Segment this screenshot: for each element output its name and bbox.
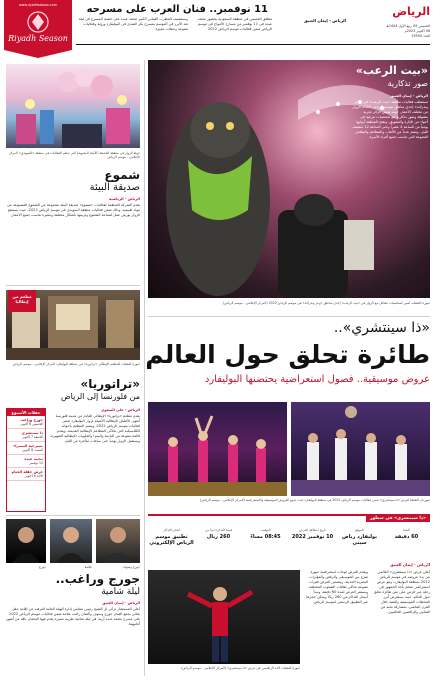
sidebar2-title: «تراتوريا» [80,377,140,391]
feature1-body: تستقطب فعاليات منطقة «بيت الرعب» في «ونتر وندرلاند» إحدى مناطق موسم الرياض 2022 الزوار من مختلف الأعمار، حيث يعيش الزائر تجربة مشوقة وصور تذكارية مع شخصيات مرعبة في أجواء من الإثارة والتشويق، وتفتح المنطقة أبوابها يومياً من الساعة 4 عصراً وحتى الساعة 12 منتصف الليل، وتضم عدداً من الألعاب والمطاعم والمقاهي المتنوعة التي تناسب جميع أفراد الأسرة. [352,100,428,139]
solo-dancer-icon [148,570,300,664]
schedule-item [7,416,45,429]
schedule-item-name: عرض حفلة الختام [11,470,43,474]
sidebar2-divider [6,515,140,516]
masthead-date-line: الخميس 09 ربيع الأول 1444هـ [386,24,430,28]
ribbon-site: www.riyadhseason.com [19,3,57,7]
masthead-issue: العدد 19594 [411,34,430,38]
masthead-kicker: الرياض - إيمان العتيق [303,18,346,23]
singers-title: جورج وراغب.. [55,572,140,586]
singer-photo-2 [50,519,92,563]
sidebar2-body: يقدم مطعم «تراتوريا» الإيطالي القادم من مدينة فلورنسا أشهى الأطباق الإيطالية الأصيلة لزوار البوليفارد ضمن فعاليات موسم الرياض 2022، ويتميز المطعم بأجوائه الكلاسيكية التي تحاكي المطاعم الإيطالية القديمة، ويقدم قائمة متنوعة من الباستا والبيتزا والحلويات الإيطالية الشهيرة، ويستقبل الزوار يومياً حتى ساعات متأخرة من الليل. [50,414,140,443]
top-story-text: ويستضيف المطرب اللبناني الكبير محمد عبده على خشبة المسرح في ليلة تعد الأبرز في الموسم بمسرح بكر الشدي في البوليفارد ورؤية وفعاليات متنوعة وحفلات مميزة [78,17,188,31]
festival-scene-icon [6,64,140,148]
main-kicker: «ذا سينتشري».. [333,320,430,336]
sidebar1-title: شموع [104,168,140,182]
singer-portrait-icon [6,519,46,563]
feature1-caption: صورة التقطت أمس لشخصيات تتفاعل مع الزوار في «بيت الرعب» إحدى مناطق «ونتر وندرلاند» في موسم الرياض 2022 (المركز الإعلامي - موسم الرياض) [222,301,430,305]
schedule-item-date: السبت 8 أكتوبر [22,448,43,452]
singer-portrait-icon-2 [50,519,92,563]
info-field [289,528,336,558]
masthead [0,0,434,58]
feature1-divider [148,316,430,317]
info-field-value: 260 ريال [206,534,231,540]
feature1-byline: الرياض - إيمان العتيق [390,94,428,98]
ribbon-brand: Riyadh Season [8,34,68,43]
schedule-box [6,408,46,512]
schedule-item-date: الخميس 6 أكتوبر [20,422,43,426]
main-body-col2: ويقدم العرض لوحات استعراضية مبهرة تمزج بين الموسيقى والرقص والمؤثرات البصرية الحديثة، ويتضمن العرض فقرات متنوعة تحاكي ثقافات الشعوب المختلفة، ويستمر العرض لمدة 60 دقيقة، وتبدأ أسعار التذاكر من 260 ريالاً ويمكن حجزها عبر التطبيق الرسمي لموسم الرياض. [306,570,368,604]
ribbon-shape-icon [2,0,74,58]
info-field [195,528,242,558]
sidebar1-subtitle: صديقة البيئة [89,182,140,193]
info-field [336,528,383,558]
feature1-title: «بيت الرعب» [355,64,428,77]
schedule-item-date: الجمعة 7 أكتوبر [22,435,43,439]
main-body-col1: أعلن عرض «ذا سينتشري» العالمي عن بدء عروضه في موسم الرياض 2022 بمنطقة البوليفارد، وهو عرض استعراضي ضخم يأخذ الجمهور في رحلة عبر الزمن على متن طائرة تحلق حول العالم، حيث يستعرض أبرز المحطات الموسيقية والفنية خلال القرن الماضي، بمشاركة نخبة من الفنانين والراقصين العالميين. [373,570,430,614]
schedule-item-name: محمد عبده [24,457,43,461]
info-field-value: تطبيق موسم الرياض الإلكتروني [149,534,194,546]
masthead-divider [76,44,430,45]
stage-dancers-icon [291,402,430,496]
top-story-text-2: تنطلق الخميس في منطقة السعودية بحضور محمد عبده في 11 نوفمبر من مسارح الأمواج في موسم الرياض ضمن فعاليات موسم الرياض 2022 [197,17,272,31]
feature1-text-panel [352,64,428,260]
main-headline: طائرة تحلق حول العالم [145,340,430,369]
sidebar1-body: تقدم الشركة المنظمة لفعاليات «شموع» صديقة البيئة مجموعة من الشموع المصنوعة من مواد طبيعية، وذلك ضمن فعاليات منطقة السويدي في موسم الرياض 2022، حيث يستمتع الزوار بورش عمل لصناعة الشموع وتزيينها بأشكال مختلفة ومميزة تناسب جميع الأعمار. [7,203,140,217]
main-photo-bottom [148,570,300,664]
sidebar2-badge-text-2: إيطاليا [15,299,29,304]
singer-portrait-icon-3 [96,519,140,563]
singer-name-1: جورج [38,565,46,569]
info-field [383,528,430,558]
info-box-title: «ذا سينتشري» في سطور [366,515,430,522]
main-photo-left [148,402,287,496]
newspaper-logo [362,5,430,21]
main-bottom-caption: صورة التقطت لأحد الراقصين في عرض «ذا سينتشري» (المركز الإعلامي - موسم الرياض) [181,666,300,670]
singer-photo-3 [96,519,140,563]
singer-name-2: علامة [84,565,92,569]
schedule-item-date: 11 نوفمبر [29,461,43,465]
sidebar1-byline: الرياض - الرياضية [109,197,140,201]
sidebar-photo-festival [6,64,140,148]
sidebar2-badge [8,290,36,312]
info-box [148,514,430,558]
info-field-value: بوليفارد رياض سيتي [342,534,377,546]
info-field-value: 10 نوفمبر 2022 [291,534,334,540]
info-field [242,528,289,558]
feature1-subtitle: صور تذكارية [387,79,428,88]
info-field-label: لحجز التذاكر [163,528,180,532]
sidebar2-subtitle: من فلورنسا إلى الرياض [60,392,140,401]
schedule-item-date: الأحد 9 أكتوبر [24,474,43,478]
sidebar1-caption: جولة الزوار في منطقة الحديقة (الأبعاد المعنوية) التي تنظم الفعاليات في منطقة «السويدي» المركز الإعلامي - موسم الرياض [9,151,140,160]
main-photo-right [291,402,430,496]
schedule-header: حفلات الأسبوع [7,409,45,416]
info-field-label: قيمة التذكرة تبدأ من [204,528,233,532]
schedule-item-name: جورج وراغب [20,418,43,422]
sidebar2-byline: الرياض - علي السعوي [101,408,140,412]
info-field-label: التوقيت [260,528,271,532]
singers-subtitle: ليلة شامية [101,587,140,597]
singers-byline: الرياض - إيمان العتيق [102,601,140,605]
info-field [148,528,195,558]
main-byline: الرياض - إيمان العتيق [390,562,430,567]
info-fields [148,528,430,558]
schedule-item [7,442,45,455]
sidebar1-divider [6,285,140,286]
schedule-item-name: ذا سينتشري [21,431,43,435]
schedule-list [7,416,45,481]
main-deck: عروض موسيقية.. فصول استعراضية يحتضنها البوليفارد [204,374,430,385]
main-caption: صورتان التقطتا لعرض «ذا سينتشري» ضمن فعاليات موسم الرياض 2022 في منطقة البوليفارد حيث تتنوع العروض الموسيقية والاستعراضية (المركز الإعلامي - موسم الرياض) [200,498,430,502]
sidebar2-badge-text: مطعم من [12,294,32,299]
info-field-label: المدة [402,528,411,532]
sidebar2-caption: صورة التقطت للمطعم الإيطالي «تراتوريا» في منطقة البوليفارد المركز الإعلامي - موسم الرياض [12,362,140,366]
info-field-label: تاريخ انطلاقة العرض [299,528,326,532]
singer-photo-1 [6,519,46,563]
riyadh-season-ribbon [2,0,74,58]
singers-body: أعلن المستشار تركي آل الشيخ رئيس مجلس إدارة الهيئة العامة للترفيه عن إقامة حفل غنائي يجمع الفنان جورج وسوف والفنان راغب علامة ضمن فعاليات موسم الرياض 2022 على مسرح محمد عبده أرينا، في ليلة شامية طربية مميزة يقدم فيها النجمان باقة من أشهر أغانيهما. [6,607,140,626]
schedule-item [7,468,45,481]
schedule-item [7,429,45,442]
stage-performers-icon [148,402,287,496]
schedule-item-name: مسرحية السمراء [13,444,43,448]
masthead-date-line-2: 06 أكتوبر 2022م [404,29,430,33]
info-field-value: 60 دقيقة [394,534,419,540]
info-field-label: الموقع [355,528,364,532]
top-story-title: 11 نوفمبر.. فنان العرب على مسرحه [86,4,268,15]
singer-name-3: جورج وسوف [122,565,140,569]
logo-text: الرياض [392,5,430,18]
info-field-value: 08:45 مساءً [250,534,281,540]
schedule-item [7,455,45,468]
